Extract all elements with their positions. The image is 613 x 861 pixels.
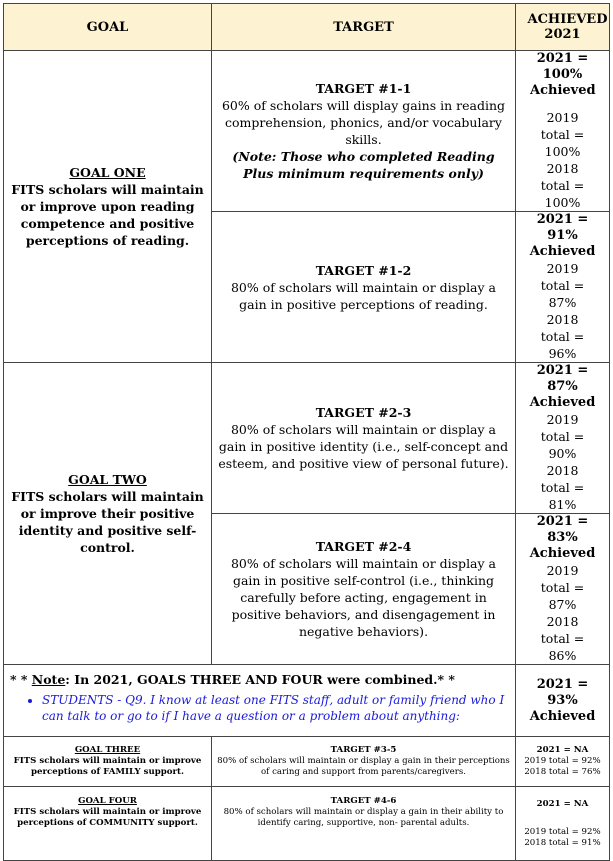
table-row: [4, 363, 610, 514]
header-target: TARGET: [212, 4, 516, 51]
achieved-4-6-2019: 2019 total = 92%: [524, 826, 601, 837]
combined-note-list: [10, 692, 509, 724]
target-3-5-text: 80% of scholars will maintain or display a gain in their perceptions of caring and support from parents/caregivers.: [217, 756, 510, 777]
achieved-2-4-main: 2021 = 83% Achieved: [529, 514, 596, 561]
achieved-4-6-cell: [516, 787, 610, 861]
target-4-6-cell: [212, 787, 516, 861]
table-row: [4, 51, 610, 212]
goal-three-cell: [4, 737, 212, 787]
achieved-2-4-2018: 2018 total = 86%: [540, 614, 585, 663]
goal-one-title: GOAL ONE: [69, 165, 146, 180]
achieved-1-2-cell: [516, 212, 610, 363]
combined-note-bullet: • STUDENTS - Q9. I know at least one FITS staff, adult or family friend who I can talk to or go to if I have a question or a problem about anything:: [42, 692, 509, 724]
target-1-2-cell: [212, 212, 516, 363]
achieved-3-5-2018: 2018 total = 76%: [524, 767, 601, 777]
goal-two-cell: [4, 363, 212, 665]
target-2-3-cell: [212, 363, 516, 514]
target-1-2-text: 80% of scholars will maintain or display a gain in positive perceptions of reading.: [230, 279, 497, 312]
combined-note-heading: * * Note: In 2021, GOALS THREE AND FOUR were combined.* *: [10, 672, 455, 687]
achieved-3-5-2019: 2019 total = 92%: [524, 756, 601, 766]
target-2-3-title: TARGET #2-3: [315, 405, 412, 420]
achieved-3-5-main: 2021 = NA: [536, 745, 589, 755]
target-1-1-text: 60% of scholars will display gains in reading comprehension, phonics, and/or vocabulary skills.: [221, 98, 506, 147]
achieved-4-6-main: 2021 = NA: [536, 798, 589, 809]
achieved-3-5-cell: [516, 737, 610, 787]
goal-four-description: FITS scholars will maintain or improve perceptions of COMMUNITY support.: [13, 807, 202, 828]
achieved-4-6-2018: 2018 total = 91%: [524, 837, 601, 848]
target-2-3-text: 80% of scholars will maintain or display a gain in positive identity (i.e., self-concept and esteem, and positive view of personal future).: [218, 422, 509, 471]
target-2-4-cell: [212, 514, 516, 665]
target-1-1-cell: [212, 51, 516, 212]
goal-four-title: GOAL FOUR: [78, 796, 137, 806]
table-row: [4, 737, 610, 787]
target-2-4-text: 80% of scholars will maintain or display a gain in positive self-control (i.e., thinking carefully before acting, engagement in positive behaviors, and disengagement in negative behaviors).: [230, 556, 497, 639]
table-row: [4, 787, 610, 861]
achieved-2-3-main: 2021 = 87% Achieved: [529, 363, 596, 410]
target-3-5-cell: [212, 737, 516, 787]
achieved-2-3-2018: 2018 total = 81%: [540, 463, 585, 512]
target-1-1-note: (Note: Those who completed Reading Plus minimum requirements only): [232, 149, 495, 181]
header-goal: GOAL: [4, 4, 212, 51]
goal-one-cell: [4, 51, 212, 363]
goal-four-cell: [4, 787, 212, 861]
target-2-4-title: TARGET #2-4: [315, 539, 412, 554]
goals-table: [3, 3, 610, 861]
combined-note-cell: [4, 665, 516, 737]
goal-two-description: FITS scholars will maintain or improve their positive identity and positive self-control.: [11, 489, 204, 555]
achieved-2-3-2019: 2019 total = 90%: [540, 412, 585, 461]
header-row: [4, 4, 610, 51]
achieved-combined-cell: [516, 665, 610, 737]
achieved-1-2-2018: 2018 total = 96%: [540, 312, 585, 361]
goal-two-title: GOAL TWO: [68, 472, 147, 487]
target-4-6-text: 80% of scholars will maintain or display a gain in their ability to identify caring, supportive, non- parental adults.: [223, 807, 504, 828]
goal-one-description: FITS scholars will maintain or improve upon reading competence and positive perceptions of reading.: [11, 182, 204, 248]
achieved-2-3-cell: [516, 363, 610, 514]
target-3-5-title: TARGET #3-5: [330, 745, 397, 755]
table-row: [4, 665, 610, 737]
achieved-2-4-2019: 2019 total = 87%: [540, 563, 585, 612]
achieved-1-1-2019: 2019 total = 100%: [540, 110, 585, 159]
target-1-1-title: TARGET #1-1: [315, 81, 412, 96]
target-1-2-title: TARGET #1-2: [315, 262, 412, 278]
achieved-1-1-2018: 2018 total = 100%: [540, 161, 585, 210]
achieved-1-2-main: 2021 = 91% Achieved: [529, 212, 596, 259]
achieved-1-1-cell: [516, 51, 610, 212]
achieved-1-1-main: 2021 = 100% Achieved: [530, 51, 596, 98]
achieved-1-2-2019: 2019 total = 87%: [540, 261, 585, 310]
header-achieved: ACHIEVED 2021: [516, 4, 610, 51]
achieved-combined-main: 2021 = 93% Achieved: [529, 676, 596, 724]
goal-three-description: FITS scholars will maintain or improve perceptions of FAMILY support.: [13, 756, 202, 777]
achieved-2-4-cell: [516, 514, 610, 665]
target-4-6-title: TARGET #4-6: [330, 796, 397, 806]
goal-three-title: GOAL THREE: [74, 745, 141, 755]
